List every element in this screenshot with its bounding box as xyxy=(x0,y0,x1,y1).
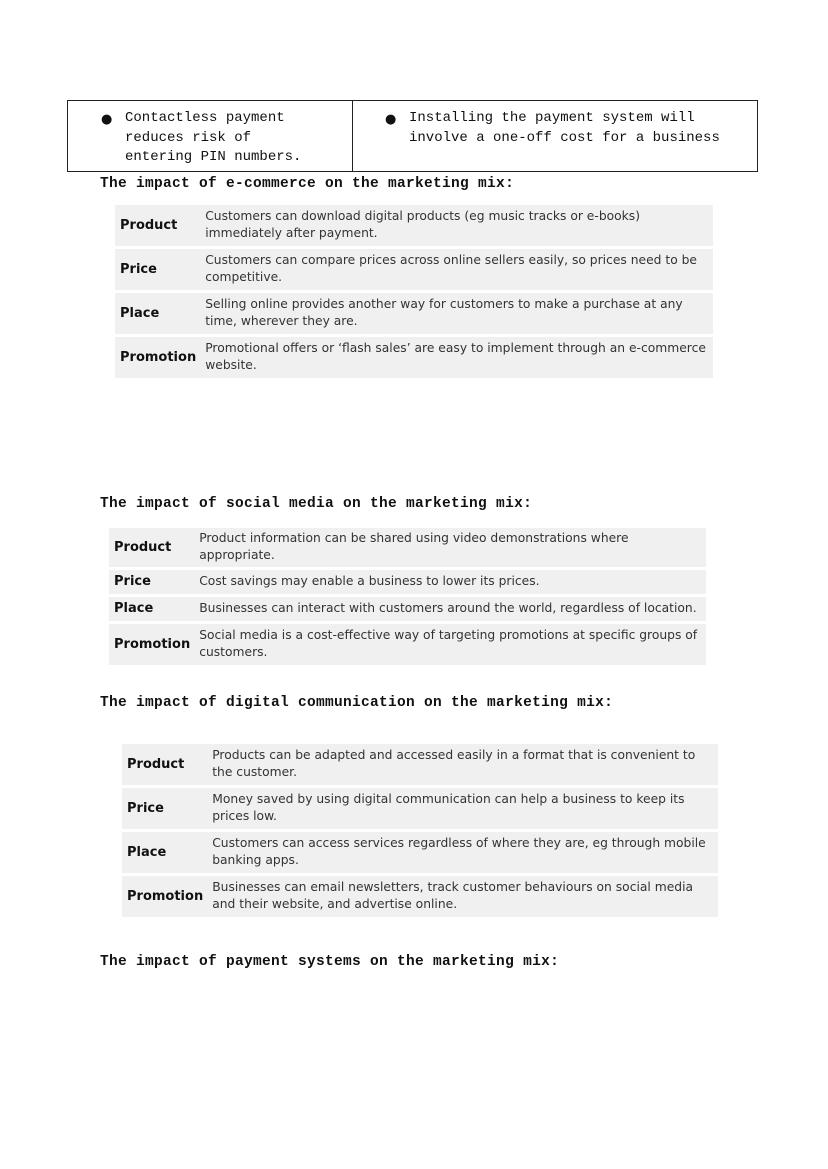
table-row xyxy=(109,528,706,567)
disadvantage-text: Installing the payment system will involve a one-off cost for a business xyxy=(409,110,720,146)
table-row xyxy=(115,249,713,290)
row-text: Businesses can interact with customers around the world, regardless of location. xyxy=(194,597,706,621)
ecommerce-mix-table xyxy=(115,202,713,381)
row-text: Businesses can email newsletters, track customer behaviours on social media and their website, and advertise online. xyxy=(207,876,718,917)
row-label: Product xyxy=(122,744,207,785)
advantage-text: Contactless payment reduces risk of entering PIN numbers. xyxy=(125,110,302,165)
row-text: Money saved by using digital communication can help a business to keep its prices low. xyxy=(207,788,718,829)
row-label: Promotion xyxy=(115,337,200,378)
row-text: Customers can access services regardless of where they are, eg through mobile banking apps. xyxy=(207,832,718,873)
row-text: Cost savings may enable a business to lower its prices. xyxy=(194,570,706,594)
table-row xyxy=(122,788,718,829)
digital-communication-mix-table xyxy=(122,741,718,920)
row-text: Customers can download digital products (eg music tracks or e-books) immediately after payment. xyxy=(200,205,713,246)
table-row xyxy=(122,876,718,917)
row-label: Price xyxy=(122,788,207,829)
row-label: Place xyxy=(115,293,200,334)
row-label: Product xyxy=(109,528,194,567)
row-label: Product xyxy=(115,205,200,246)
row-text: Products can be adapted and accessed easily in a format that is convenient to the customer. xyxy=(207,744,718,785)
row-label: Price xyxy=(109,570,194,594)
table-row xyxy=(109,597,706,621)
table-row xyxy=(115,337,713,378)
bullet-icon: ● xyxy=(385,112,397,127)
row-text: Selling online provides another way for customers to make a purchase at any time, wherever they are. xyxy=(200,293,713,334)
bullet-icon: ● xyxy=(101,112,113,127)
row-text: Product information can be shared using video demonstrations where appropriate. xyxy=(194,528,706,567)
payment-disadvantage-cell xyxy=(353,101,757,171)
table-row xyxy=(109,624,706,665)
row-text: Promotional offers or ‘flash sales’ are easy to implement through an e-commerce website. xyxy=(200,337,713,378)
row-label: Promotion xyxy=(122,876,207,917)
digital-communication-heading: The impact of digital communication on the marketing mix: xyxy=(100,695,614,711)
payment-systems-heading: The impact of payment systems on the marketing mix: xyxy=(100,954,560,970)
row-label: Price xyxy=(115,249,200,290)
table-row xyxy=(122,832,718,873)
social-media-mix-table xyxy=(109,525,706,668)
table-row xyxy=(109,570,706,594)
payment-advantage-cell xyxy=(68,101,353,171)
table-row xyxy=(115,293,713,334)
table-row xyxy=(122,744,718,785)
row-text: Customers can compare prices across online sellers easily, so prices need to be competitive. xyxy=(200,249,713,290)
social-media-heading: The impact of social media on the marketing mix: xyxy=(100,496,533,512)
row-text: Social media is a cost-effective way of targeting promotions at specific groups of customers. xyxy=(194,624,706,665)
ecommerce-heading: The impact of e-commerce on the marketing mix: xyxy=(100,176,515,192)
row-label: Place xyxy=(109,597,194,621)
payment-pros-cons-box xyxy=(67,100,758,172)
row-label: Promotion xyxy=(109,624,194,665)
table-row xyxy=(115,205,713,246)
row-label: Place xyxy=(122,832,207,873)
